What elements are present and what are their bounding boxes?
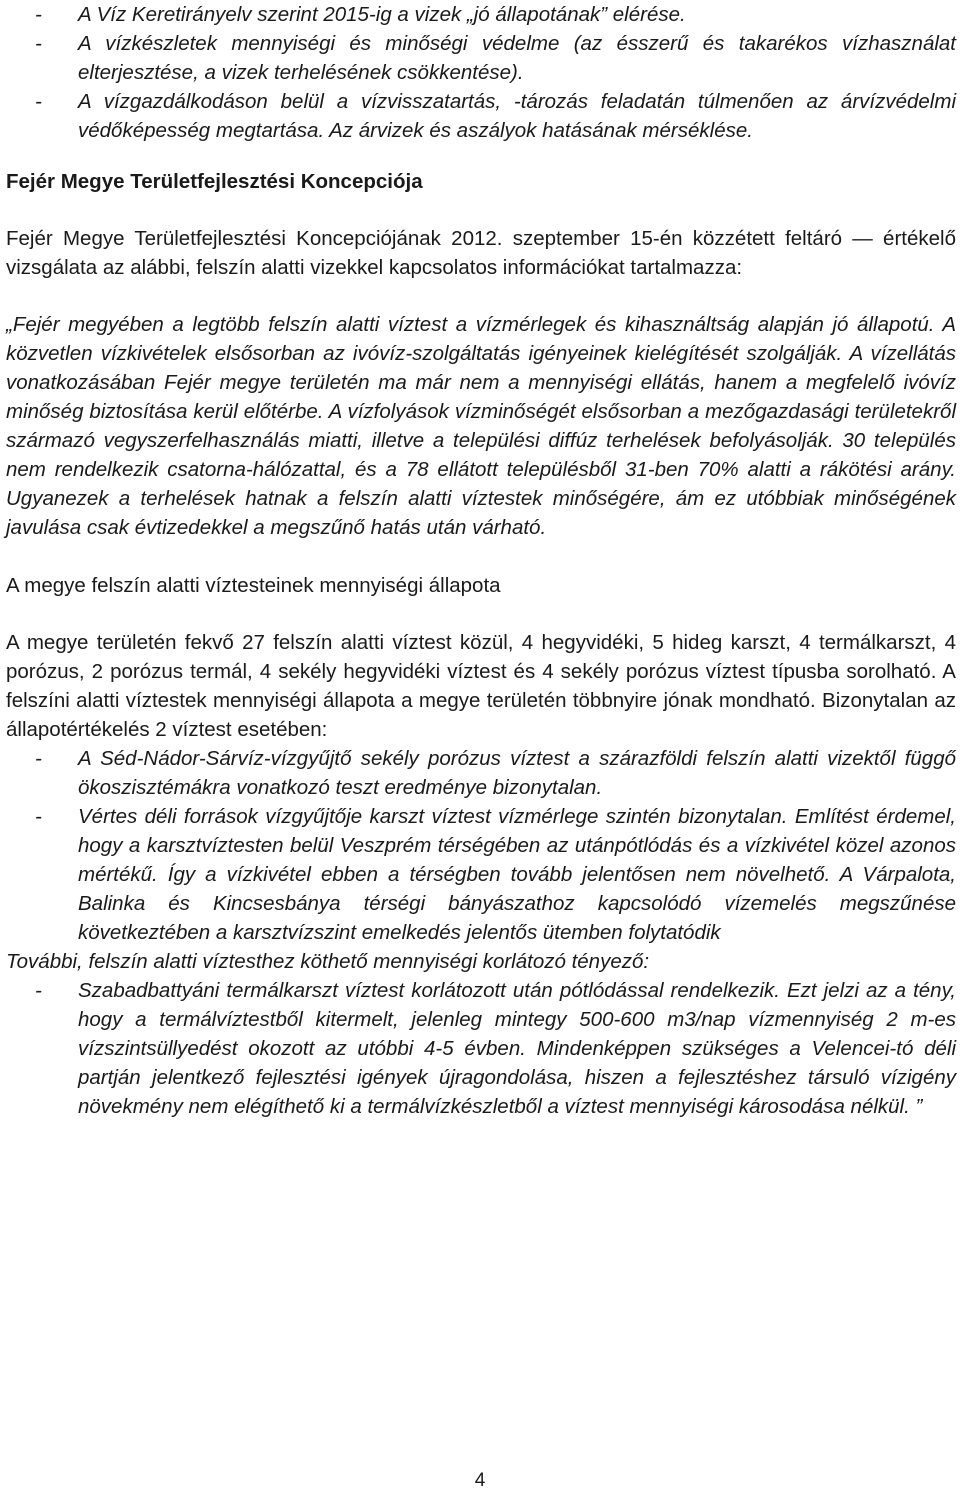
list-item-text: A Víz Keretirányelv szerint 2015-ig a vizek „jó állapotának” elérése. — [78, 3, 686, 26]
list-item-text: A Séd-Nádor-Sárvíz-vízgyűjtő sekély porózus víztest a szárazföldi felszín alatti vizektől függő ökoszisztémákra vonatkozó teszt eredménye bizonytalan. — [78, 747, 956, 799]
list-item-text: A vízkészletek mennyiségi és minőségi védelme (az ésszerű és takarékos vízhasználat elterjesztése, a vizek terhelésének csökkentése). — [78, 32, 956, 84]
page-number: 4 — [474, 1470, 486, 1491]
list-item-text: A vízgazdálkodáson belül a vízvisszatartás, -tározás feladatán túlmenően az árvízvédelmi védőképesség megtartása. Az árvizek és aszályok hatásának mérséklése. — [78, 90, 956, 142]
intro-paragraph: Fejér Megye Területfejlesztési Koncepciójának 2012. szeptember 15-én közzétett feltáró — értékelő vizsgálata az alábbi, felszín alatti vizekkel kapcsolatos információkat tartalmazza: — [6, 227, 956, 279]
status-bullet-list — [6, 744, 956, 1121]
page-content — [6, 0, 956, 1121]
bullet-dash: - — [35, 979, 42, 1002]
bullet-dash: - — [35, 32, 42, 55]
list-item — [6, 976, 956, 1121]
bullet-dash: - — [35, 747, 42, 770]
section-heading: Fejér Megye Területfejlesztési Koncepciója — [6, 170, 423, 193]
further-factors-label: További, felszín alatti víztesthez köthető mennyiségi korlátozó tényező: — [6, 950, 650, 973]
list-item — [6, 87, 956, 145]
bullet-dash: - — [35, 90, 42, 113]
quote-paragraph: „Fejér megyében a legtöbb felszín alatti víztest a vízmérlegek és kihasználtság alapján jó állapotú. A közvetlen vízkivételek elsősorban az ivóvíz-szolgáltatás igényeinek kielégítését szolgálják. A vízellátás vonatkozásában Fejér megye területén ma már nem a mennyiségi ellátás, hanem a megfelelő ivóvíz minőség biztosítása kerül előtérbe. A vízfolyások vízminőségét elsősorban a mezőgazdasági területekről származó vegyszerfelhasználás miatti, illetve a települési diffúz terhelések befolyásolják. 30 település nem rendelkezik csatorna-hálózattal, és a 78 ellátott településből 31-ben 70% alatti a rákötési arány. Ugyanezek a terhelések hatnak a felszín alatti víztestek minőségére, ám ez utóbbiak minőségének javulása csak évtizedekkel a megszűnő hatás után várható. — [6, 313, 956, 539]
bullet-dash: - — [35, 3, 42, 26]
list-item — [6, 0, 956, 29]
list-item-text: Szabadbattyáni termálkarszt víztest korlátozott után pótlódással rendelkezik. Ezt jelzi az a tény, hogy a termálvíztestből kitermelt, jelenleg mintegy 500-600 m3/nap vízmennyiség 2 m-es vízszintsüllyedést okozott az utóbbi 4-5 évben. Mindenképpen szükséges a Velencei-tó déli partján jelentkező fejlesztési igények újragondolása, hiszen a fejlesztéshez társuló vízigény növekmény nem elégíthető ki a termálvízkészletből a víztest mennyiségi károsodása nélkül. ” — [78, 979, 956, 1118]
list-item — [6, 802, 956, 947]
bullet-dash: - — [35, 805, 42, 828]
status-paragraph: A megye területén fekvő 27 felszín alatti víztest közül, 4 hegyvidéki, 5 hideg karszt, 4 termálkarszt, 4 porózus, 2 porózus termál, 4 sekély hegyvidéki víztest és 4 sekély porózus víztest típusba sorolható. A felszíni alatti víztestek mennyiségi állapota a megye területén többnyire jónak mondható. Bizonytalan az állapotértékelés 2 víztest esetében: — [6, 631, 956, 741]
top-bullet-list — [6, 0, 956, 145]
subheading: A megye felszín alatti víztesteinek mennyiségi állapota — [6, 574, 501, 597]
list-item-text: Vértes déli források vízgyűjtője karszt víztest vízmérlege szintén bizonytalan. Említést érdemel, hogy a karsztvíztesten belül Veszprém térségében az utánpótlódás és a vízkivétel közel azonos mértékű. Így a vízkivétel ebben a térségben tovább jelentősen nem növelhető. A Várpalota, Balinka és Kincsesbánya térségi bányászathoz kapcsolódó vízemelés megszűnése következtében a karsztvízszint emelkedés jelentős ütemben folytatódik — [78, 805, 956, 944]
list-item — [6, 29, 956, 87]
list-item — [6, 744, 956, 802]
